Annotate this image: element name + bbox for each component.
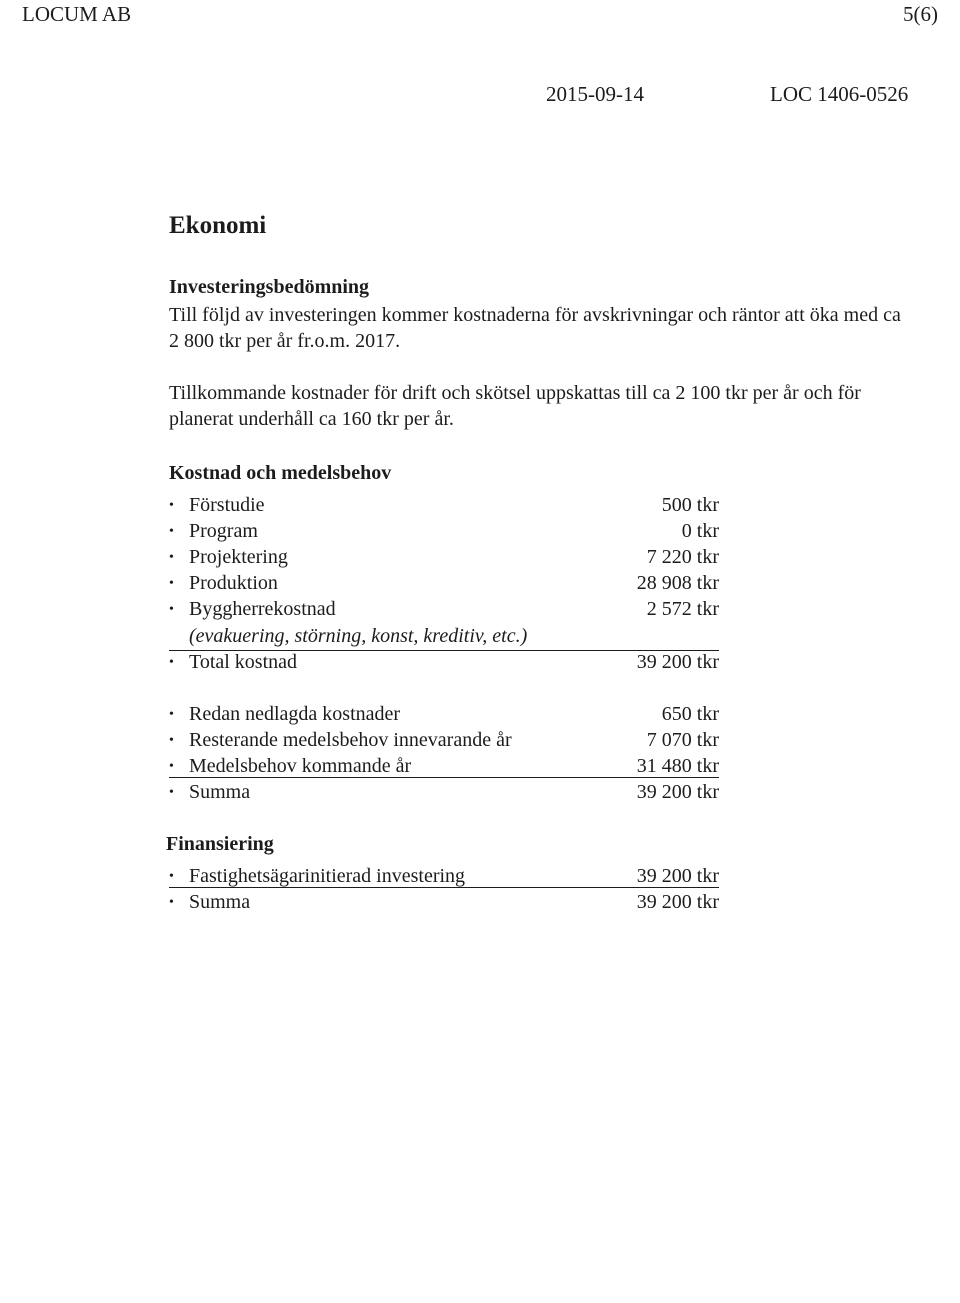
cost-item-value: 28 908 tkr: [636, 572, 719, 594]
cost-note: [169, 625, 719, 651]
bullet: [169, 729, 185, 752]
section-title: Ekonomi: [169, 212, 267, 239]
bullet: [169, 891, 185, 914]
cost-heading: Kostnad och medelsbehov: [169, 462, 392, 484]
bullet: [169, 865, 185, 888]
financing-item-value: 39 200 tkr: [636, 865, 719, 887]
document-reference: LOC 1406-0526: [770, 82, 909, 106]
cost-item-label: Förstudie: [189, 494, 265, 516]
cost-note-text: (evakuering, störning, konst, kreditiv, etc.): [189, 625, 528, 647]
bullet: [169, 520, 185, 543]
cost-item-value: 0 tkr: [681, 520, 719, 542]
cost-item-produktion: [169, 572, 719, 598]
investment-paragraph-2: Tillkommande kostnader för drift och skötsel uppskattas till ca 2 100 tkr per år och för planerat underhåll ca 160 tkr per år.: [169, 382, 861, 430]
bullet: [169, 755, 185, 778]
cost-item-label: Byggherrekostnad: [189, 598, 336, 620]
cost-total-label: Total kostnad: [189, 651, 298, 673]
financing-summa-label: Summa: [189, 891, 251, 913]
cost-item-program: [169, 520, 719, 546]
funding-item-label: Resterande medelsbehov innevarande år: [189, 729, 512, 751]
document-date: 2015-09-14: [546, 82, 644, 106]
cost-item-byggherrekostnad: [169, 598, 719, 624]
funding-item-value: 650 tkr: [661, 703, 719, 725]
financing-heading: Finansiering: [166, 833, 274, 855]
cost-item-label: Program: [189, 520, 258, 542]
funding-item-label: Redan nedlagda kostnader: [189, 703, 401, 725]
funding-item-label: Medelsbehov kommande år: [189, 755, 412, 777]
page-number: 5(6): [903, 2, 938, 26]
bullet: [169, 703, 185, 726]
funding-summa: [169, 781, 719, 807]
funding-summa-value: 39 200 tkr: [636, 781, 719, 803]
funding-summa-label: Summa: [189, 781, 251, 803]
financing-item-label: Fastighetsägarinitierad investering: [189, 865, 466, 887]
bullet: [169, 572, 185, 595]
investment-heading: Investeringsbedömning: [169, 276, 370, 298]
cost-item-forstudie: [169, 494, 719, 520]
bullet: [169, 546, 185, 569]
funding-item-resterande: [169, 729, 719, 755]
funding-item-kommande: [169, 755, 719, 778]
cost-total-value: 39 200 tkr: [636, 651, 719, 673]
cost-item-value: 500 tkr: [661, 494, 719, 516]
investment-paragraph-1: Till följd av investeringen kommer kostnaderna för avskrivningar och räntor att öka med ca 2 800 tkr per år fr.o.m. 2017.: [169, 304, 901, 352]
financing-summa: [169, 891, 719, 917]
cost-total: [169, 651, 719, 677]
financing-summa-value: 39 200 tkr: [636, 891, 719, 913]
cost-item-label: Projektering: [189, 546, 288, 568]
bullet: [169, 651, 185, 674]
funding-item-value: 7 070 tkr: [646, 729, 719, 751]
cost-item-value: 2 572 tkr: [646, 598, 719, 620]
bullet: [169, 781, 185, 804]
funding-item-value: 31 480 tkr: [636, 755, 719, 777]
cost-item-label: Produktion: [189, 572, 278, 594]
financing-item-investering: [169, 865, 719, 888]
cost-item-projektering: [169, 546, 719, 572]
bullet: [169, 494, 185, 517]
funding-item-redan-nedlagda: [169, 703, 719, 729]
company-name: LOCUM AB: [22, 2, 132, 26]
bullet: [169, 598, 185, 621]
cost-item-value: 7 220 tkr: [646, 546, 719, 568]
